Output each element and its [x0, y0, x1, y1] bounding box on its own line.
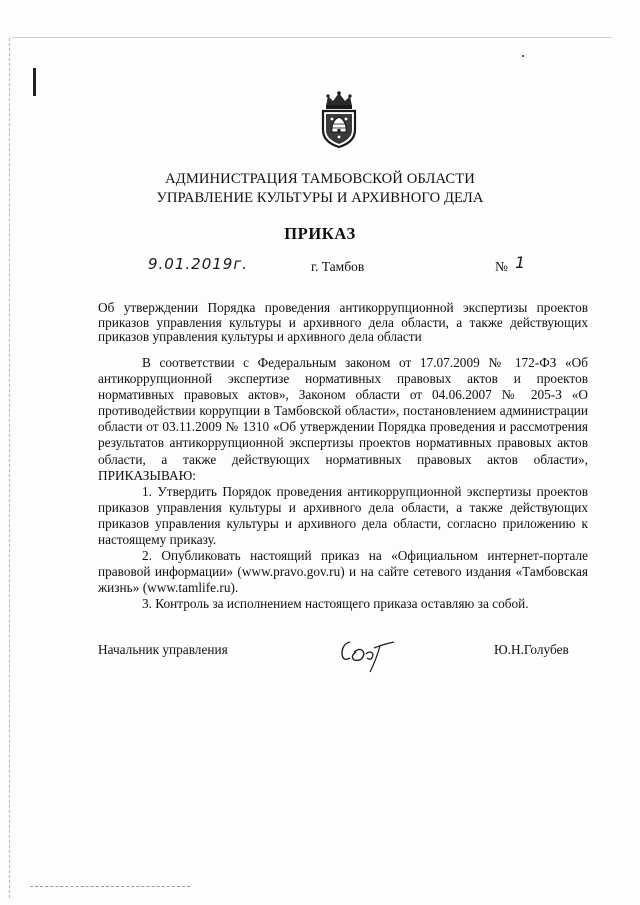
- document-body: [98, 355, 588, 613]
- scan-edge-left: [9, 38, 10, 898]
- order-item-1: 1. Утвердить Порядок проведения антикоррупционной экспертизы проектов приказов управления культуры и архивного дела области, а также действующих приказов управления культуры и архивного дела области, согласно приложению к настоящему приказу.: [98, 483, 588, 548]
- scan-dot: [522, 55, 524, 57]
- handwritten-signature: [336, 632, 396, 676]
- tambov-coat-of-arms-icon: [318, 90, 360, 148]
- document-title: ПРИКАЗ: [284, 224, 356, 243]
- document-city: г. Тамбов: [311, 259, 365, 274]
- scan-edge-bottom: [30, 886, 190, 887]
- organization-line-1: АДМИНИСТРАЦИЯ ТАМБОВСКОЙ ОБЛАСТИ: [165, 171, 475, 187]
- document-number-label: №: [495, 259, 508, 274]
- signer-position: Начальник управления: [98, 642, 228, 657]
- preamble-text: В соответствии с Федеральным законом от 17.07.2009 № 172-ФЗ «Об антикоррупционной экспертизе нормативных правовых актов и проектов нормативных правовых актов», Законом области от 04.06.2007 № 205-З «О противодействии коррупции в Тамбовской области», постановлением администрации области от 03.11.2009 № 1310 «Об утверждении Порядка проведения и рассмотрения результатов антикоррупционной экспертизы проектов нормативных правовых актов области, а также действующих нормативных правовых актов области»,: [98, 355, 588, 467]
- scan-mark: [33, 68, 36, 96]
- order-word: ПРИКАЗЫВАЮ:: [98, 467, 196, 483]
- document-number: 1: [515, 253, 526, 272]
- preamble-paragraph: [98, 355, 588, 484]
- order-item-3: 3. Контроль за исполнением настоящего приказа оставляю за собой.: [142, 596, 529, 612]
- organization-line-2: УПРАВЛЕНИЕ КУЛЬТУРЫ И АРХИВНОГО ДЕЛА: [156, 190, 484, 206]
- document-subject: Об утверждении Порядка проведения антикоррупционной экспертизы проектов приказов управления культуры и архивного дела области, а также действующих приказов управления культуры и архивного дела области: [98, 300, 588, 344]
- signer-name: Ю.Н.Голубев: [494, 642, 569, 657]
- scan-edge-top: [12, 37, 612, 38]
- order-item-2: 2. Опубликовать настоящий приказ на «Официальном интернет-портале правовой информации» (www.pravo.gov.ru) и на сайте сетевого издания «Тамбовская жизнь» (www.tamlife.ru).: [98, 548, 588, 596]
- document-date: 9.01.2019г.: [148, 255, 248, 273]
